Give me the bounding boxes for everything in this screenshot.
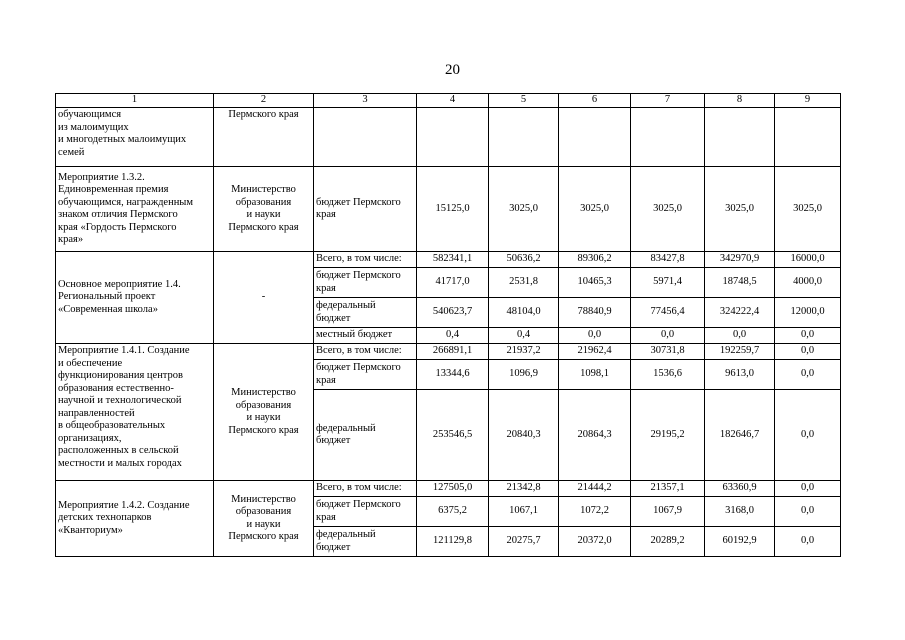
value-cell: 21357,1	[631, 481, 705, 497]
value-cell: 3168,0	[705, 497, 775, 527]
funding-source: федеральный бюджет	[314, 298, 417, 328]
column-header: 3	[314, 94, 417, 108]
value-cell: 0,0	[631, 328, 705, 344]
table-row	[56, 481, 841, 497]
value-cell: 324222,4	[705, 298, 775, 328]
value-cell: 121129,8	[417, 527, 489, 557]
value-cell: 1067,1	[489, 497, 559, 527]
value-cell: 21937,2	[489, 344, 559, 360]
executor-cell: Министерство образования и науки Пермского края	[214, 167, 314, 252]
value-cell: 0,0	[775, 481, 841, 497]
value-cell: 253546,5	[417, 390, 489, 481]
value-cell: 12000,0	[775, 298, 841, 328]
value-cell: 20840,3	[489, 390, 559, 481]
value-cell: 77456,4	[631, 298, 705, 328]
value-cell: 15125,0	[417, 167, 489, 252]
value-cell: 20372,0	[559, 527, 631, 557]
funding-source: бюджет Пермского края	[314, 167, 417, 252]
value-cell: 21342,8	[489, 481, 559, 497]
value-cell: 0,0	[775, 527, 841, 557]
column-header: 1	[56, 94, 214, 108]
value-cell: 582341,1	[417, 252, 489, 268]
funding-source: местный бюджет	[314, 328, 417, 344]
value-cell: 6375,2	[417, 497, 489, 527]
activity-name: обучающимся из малоимущих и многодетных малоимущих семей	[56, 108, 214, 167]
table-row	[56, 252, 841, 268]
value-cell: 0,0	[775, 360, 841, 390]
value-cell: 13344,6	[417, 360, 489, 390]
value-cell: 48104,0	[489, 298, 559, 328]
column-header: 6	[559, 94, 631, 108]
value-cell: 1072,2	[559, 497, 631, 527]
value-cell: 182646,7	[705, 390, 775, 481]
value-cell: 540623,7	[417, 298, 489, 328]
column-header: 2	[214, 94, 314, 108]
value-cell: 50636,2	[489, 252, 559, 268]
value-cell: 63360,9	[705, 481, 775, 497]
value-cell: 16000,0	[775, 252, 841, 268]
value-cell: 41717,0	[417, 268, 489, 298]
value-cell: 0,0	[775, 328, 841, 344]
value-cell: 1098,1	[559, 360, 631, 390]
value-cell: 83427,8	[631, 252, 705, 268]
value-cell: 3025,0	[631, 167, 705, 252]
value-cell: 20289,2	[631, 527, 705, 557]
value-cell: 0,0	[775, 497, 841, 527]
value-cell: 1536,6	[631, 360, 705, 390]
funding-source: бюджет Пермского края	[314, 268, 417, 298]
column-header: 8	[705, 94, 775, 108]
value-cell: 10465,3	[559, 268, 631, 298]
value-cell: 20275,7	[489, 527, 559, 557]
value-cell: 30731,8	[631, 344, 705, 360]
value-cell: 78840,9	[559, 298, 631, 328]
value-cell: 0,0	[559, 328, 631, 344]
column-header: 7	[631, 94, 705, 108]
value-cell: 342970,9	[705, 252, 775, 268]
value-cell: 21962,4	[559, 344, 631, 360]
value-cell: 127505,0	[417, 481, 489, 497]
value-cell: 0,0	[775, 344, 841, 360]
funding-source: Всего, в том числе:	[314, 252, 417, 268]
activity-name: Мероприятие 1.4.2. Создание детских технопарков «Кванториум»	[56, 481, 214, 557]
value-cell: 89306,2	[559, 252, 631, 268]
value-cell: 3025,0	[705, 167, 775, 252]
value-cell: 3025,0	[775, 167, 841, 252]
value-cell: 4000,0	[775, 268, 841, 298]
funding-source: федеральный бюджет	[314, 390, 417, 481]
value-cell: 2531,8	[489, 268, 559, 298]
executor-cell: Пермского края	[214, 108, 314, 167]
empty-cell	[775, 108, 841, 167]
table-row	[56, 167, 841, 252]
table-row	[56, 344, 841, 360]
activity-name: Мероприятие 1.4.1. Создание и обеспечение функционирования центров образования естественно- научной и технологической направленностей в общеобразовательных организациях, расположенных в сельской местности и малых городах	[56, 344, 214, 481]
empty-cell	[417, 108, 489, 167]
column-header: 9	[775, 94, 841, 108]
funding-source: бюджет Пермского края	[314, 497, 417, 527]
activity-name: Основное мероприятие 1.4. Региональный проект «Современная школа»	[56, 252, 214, 344]
value-cell: 3025,0	[489, 167, 559, 252]
value-cell: 0,0	[705, 328, 775, 344]
value-cell: 20864,3	[559, 390, 631, 481]
value-cell: 0,4	[417, 328, 489, 344]
executor-cell: Министерство образования и науки Пермского края	[214, 481, 314, 557]
empty-cell	[705, 108, 775, 167]
funding-source: федеральный бюджет	[314, 527, 417, 557]
value-cell: 29195,2	[631, 390, 705, 481]
value-cell: 0,4	[489, 328, 559, 344]
activity-name: Мероприятие 1.3.2. Единовременная премия обучающимся, награжденным знаком отличия Пермского края «Гордость Пермского края»	[56, 167, 214, 252]
funding-source: Всего, в том числе:	[314, 481, 417, 497]
value-cell: 21444,2	[559, 481, 631, 497]
value-cell: 0,0	[775, 390, 841, 481]
empty-cell	[559, 108, 631, 167]
budget-table	[55, 93, 841, 557]
value-cell: 9613,0	[705, 360, 775, 390]
value-cell: 18748,5	[705, 268, 775, 298]
table-row	[56, 108, 841, 167]
header-row	[56, 94, 841, 108]
value-cell: 266891,1	[417, 344, 489, 360]
empty-cell	[489, 108, 559, 167]
column-header: 4	[417, 94, 489, 108]
executor-cell: -	[214, 252, 314, 344]
column-header: 5	[489, 94, 559, 108]
value-cell: 192259,7	[705, 344, 775, 360]
value-cell: 60192,9	[705, 527, 775, 557]
executor-cell: Министерство образования и науки Пермского края	[214, 344, 314, 481]
funding-source: Всего, в том числе:	[314, 344, 417, 360]
empty-cell	[314, 108, 417, 167]
value-cell: 1096,9	[489, 360, 559, 390]
page-number: 20	[445, 62, 460, 78]
funding-source: бюджет Пермского края	[314, 360, 417, 390]
value-cell: 1067,9	[631, 497, 705, 527]
empty-cell	[631, 108, 705, 167]
value-cell: 5971,4	[631, 268, 705, 298]
value-cell: 3025,0	[559, 167, 631, 252]
